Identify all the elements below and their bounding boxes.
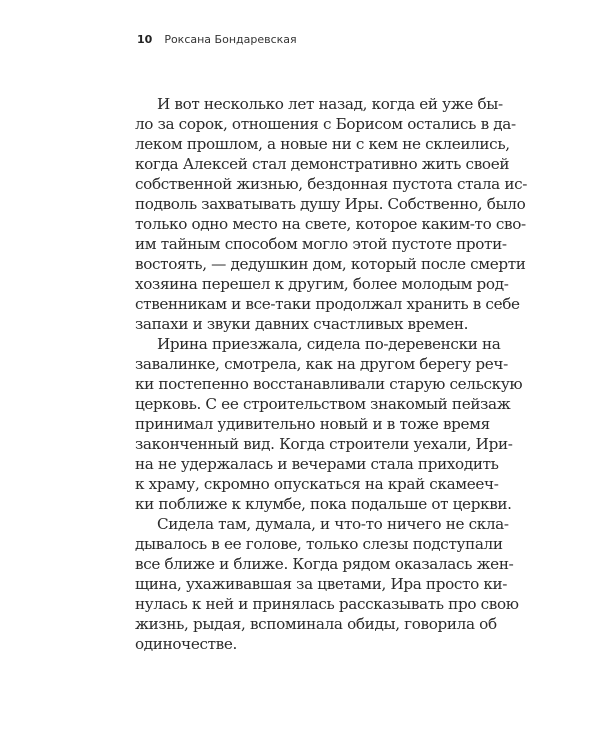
text-line: им тайным способом могло этой пустоте проти- <box>135 235 507 253</box>
author-name: Роксана Бондаревская <box>164 33 297 46</box>
paragraph <box>135 334 523 514</box>
paragraph <box>135 514 519 654</box>
text-line: принимал удивительно новый и в тоже время <box>135 415 490 433</box>
text-line: законченный вид. Когда строители уехали, Ири- <box>135 435 513 453</box>
text-line: Сидела там, думала, и что-то ничего не скла- <box>157 515 509 533</box>
body-text <box>135 94 528 654</box>
text-line: только одно место на свете, которое каким-то сво- <box>135 215 526 233</box>
text-line: ло за сорок, отношения с Борисом остались в да- <box>135 115 516 133</box>
text-line: когда Алексей стал демонстративно жить своей <box>135 155 510 173</box>
text-line: хозяина перешел к другим, более молодым род- <box>135 275 509 293</box>
text-line: к храму, скромно опускаться на край скамееч- <box>135 475 499 493</box>
text-line: востоять, — дедушкин дом, который после смерти <box>135 255 526 273</box>
text-line: дывалось в ее голове, только слезы подступали <box>135 535 503 553</box>
text-line: нулась к ней и принялась рассказывать про свою <box>135 595 519 613</box>
text-line: ки постепенно восстанавливали старую сельскую <box>135 375 523 393</box>
text-line: собственной жизнью, бездонная пустота стала ис- <box>135 175 528 193</box>
text-line: И вот несколько лет назад, когда ей уже бы- <box>157 95 503 113</box>
text-line: Ирина приезжала, сидела по-деревенски на <box>157 335 501 353</box>
text-line: церковь. С ее строительством знакомый пейзаж <box>135 395 511 413</box>
text-line: ки поближе к клумбе, пока подальше от церкви. <box>135 495 512 513</box>
text-line: на не удержалась и вечерами стала приходить <box>135 455 499 473</box>
text-line: жизнь, рыдая, вспоминала обиды, говорила об <box>135 615 497 633</box>
text-line: леком прошлом, а новые ни с кем не склеились, <box>135 135 510 153</box>
text-line: одиночестве. <box>135 635 237 653</box>
text-line: все ближе и ближе. Когда рядом оказалась жен- <box>135 555 514 573</box>
text-line: подволь захватывать душу Иры. Собственно, было <box>135 195 526 213</box>
text-line: запахи и звуки давних счастливых времен. <box>135 315 469 333</box>
page-number: 10 <box>137 33 153 46</box>
text-line: ственникам и все-таки продолжал хранить в себе <box>135 295 520 313</box>
text-line: завалинке, смотрела, как на другом берегу реч- <box>135 355 508 373</box>
running-header <box>137 33 297 46</box>
text-line: щина, ухаживавшая за цветами, Ира просто ки- <box>135 575 508 593</box>
paragraph <box>135 94 528 334</box>
